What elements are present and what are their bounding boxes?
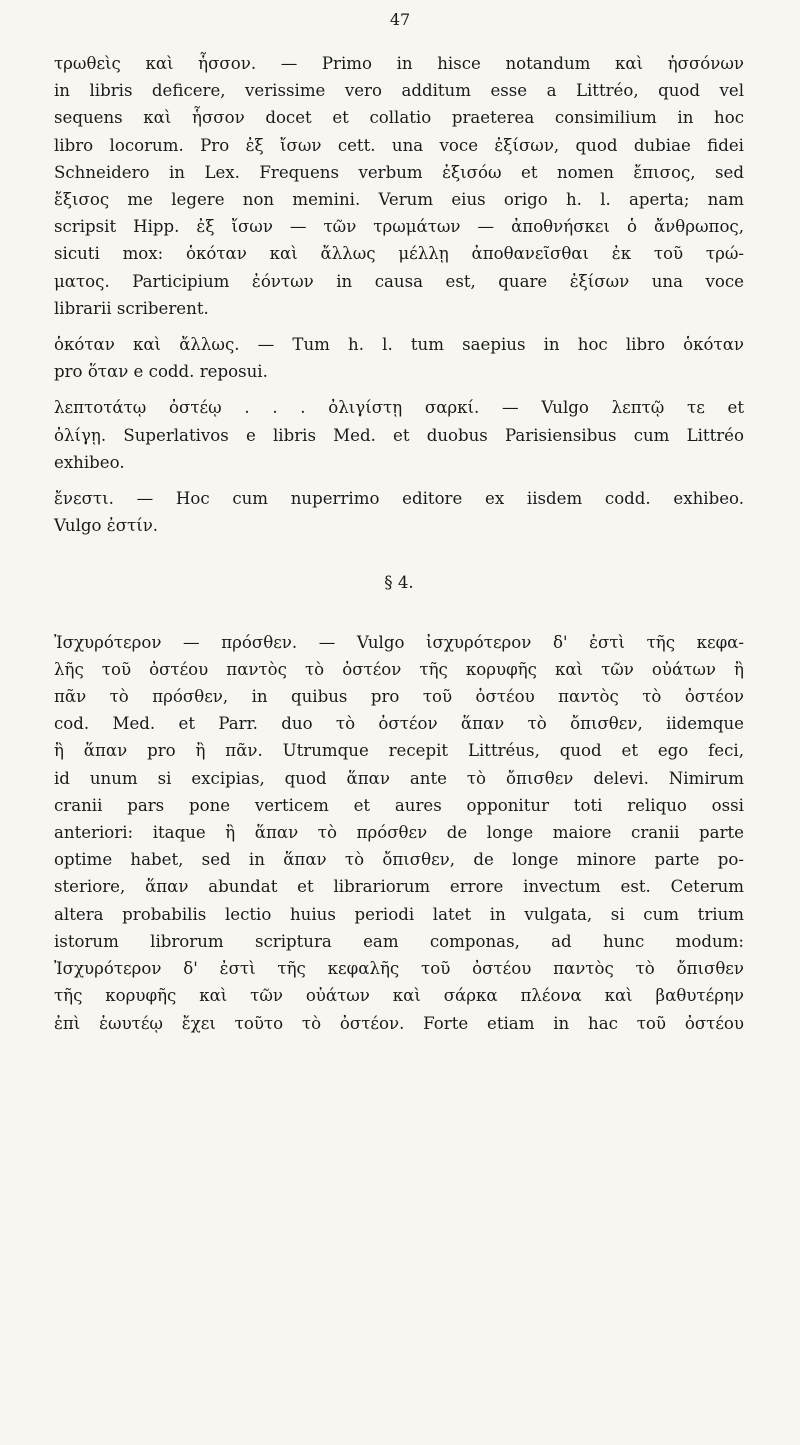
text-line: pro ὅταν e codd. reposui.: [54, 362, 268, 382]
text-line: anteriori: itaque ἢ ἅπαν τὸ πρόσθεν de longe maiore cranii parte: [54, 823, 744, 843]
paragraph-1: [54, 50, 744, 322]
text-line: in libris deficere, verissime vero additum esse a Littréo, quod vel: [54, 81, 744, 101]
text-line: λεπτοτάτῳ ὀστέῳ . . . ὀλιγίστῃ σαρκί. — Vulgo λεπτῷ τε et: [54, 398, 744, 418]
text-line: sequens καὶ ἧσσον docet et collatio praeterea consimilium in hoc: [54, 108, 744, 128]
text-line: ἔξισος me legere non memini. Verum eius origo h. l. aperta; nam: [54, 190, 744, 210]
text-line: exhibeo.: [54, 452, 125, 472]
text-line: cod. Med. et Parr. duo τὸ ὀστέον ἅπαν τὸ ὄπισθεν, iidemque: [54, 714, 744, 734]
text-line: Ἰσχυρότερον — πρόσθεν. — Vulgo ἰσχυρότερον δ' ἐστὶ τῆς κεφα-: [54, 632, 744, 652]
text-line: librarii scriberent.: [54, 298, 209, 318]
text-line: libro locorum. Pro ἐξ ἴσων cett. una voce ἐξίσων, quod dubiae fidei: [54, 135, 744, 155]
paragraph-2: [54, 331, 744, 385]
section-heading: § 4.: [384, 573, 414, 593]
text-line: sicuti mox: ὁκόταν καὶ ἄλλως μέλλῃ ἀποθανεῖσθαι ἐκ τοῦ τρώ-: [54, 244, 744, 264]
text-line: cranii pars pone verticem et aures opponitur toti reliquo ossi: [54, 795, 744, 815]
text-line: ἐπὶ ἑωυτέῳ ἔχει τοῦτο τὸ ὀστέον. Forte etiam in hac τοῦ ὀστέου: [54, 1013, 744, 1033]
text-line: τρωθεὶς καὶ ἧσσον. — Primo in hisce notandum καὶ ἡσσόνων: [54, 54, 744, 73]
text-line: istorum librorum scriptura eam componas, ad hunc modum:: [54, 931, 744, 951]
body-text: [54, 50, 744, 1037]
text-line: optime habet, sed in ἅπαν τὸ ὄπισθεν, de longe minore parte po-: [54, 850, 744, 870]
text-line: Schneidero in Lex. Frequens verbum ἐξισόω et nomen ἔπισος, sed: [54, 162, 744, 182]
text-line: λῆς τοῦ ὀστέου παντὸς τὸ ὀστέον τῆς κορυφῆς καὶ τῶν οὐάτων ἢ: [54, 659, 744, 679]
paragraph-5: [54, 629, 744, 1037]
text-line: altera probabilis lectio huius periodi latet in vulgata, si cum trium: [54, 904, 744, 924]
text-line: Ἰσχυρότερον δ' ἐστὶ τῆς κεφαλῆς τοῦ ὀστέου παντὸς τὸ ὄπισθεν: [54, 959, 744, 979]
text-line: id unum si excipias, quod ἅπαν ante τὸ ὄπισθεν delevi. Nimirum: [54, 768, 744, 788]
text-line: ὁκόταν καὶ ἄλλως. — Tum h. l. tum saepius in hoc libro ὁκόταν: [54, 335, 744, 355]
text-line: ματος. Participium ἐόντων in causa est, quare ἐξίσων una voce: [54, 271, 744, 291]
paragraph-3: [54, 394, 744, 476]
text-line: Vulgo ἐστίν.: [54, 516, 159, 536]
text-line: ὀλίγῃ. Superlativos e libris Med. et duobus Parisiensibus cum Littréo: [54, 425, 744, 445]
page-number: 47: [389, 10, 411, 29]
text-line: τῆς κορυφῆς καὶ τῶν οὐάτων καὶ σάρκα πλέονα καὶ βαθυτέρην: [54, 986, 744, 1006]
text-line: scripsit Hipp. ἐξ ἴσων — τῶν τρωμάτων — ἀποθνήσκει ὁ ἄνθρωπος,: [54, 217, 744, 237]
text-line: πᾶν τὸ πρόσθεν, in quibus pro τοῦ ὀστέου παντὸς τὸ ὀστέον: [54, 687, 744, 707]
paragraph-4: [54, 485, 744, 539]
text-line: ἢ ἅπαν pro ἢ πᾶν. Utrumque recepit Littréus, quod et ego feci,: [54, 741, 744, 761]
text-line: steriore, ἅπαν abundat et librariorum errore invectum est. Ceterum: [54, 877, 744, 897]
text-line: ἔνεστι. — Hoc cum nuperrimo editore ex iisdem codd. exhibeo.: [54, 489, 744, 509]
